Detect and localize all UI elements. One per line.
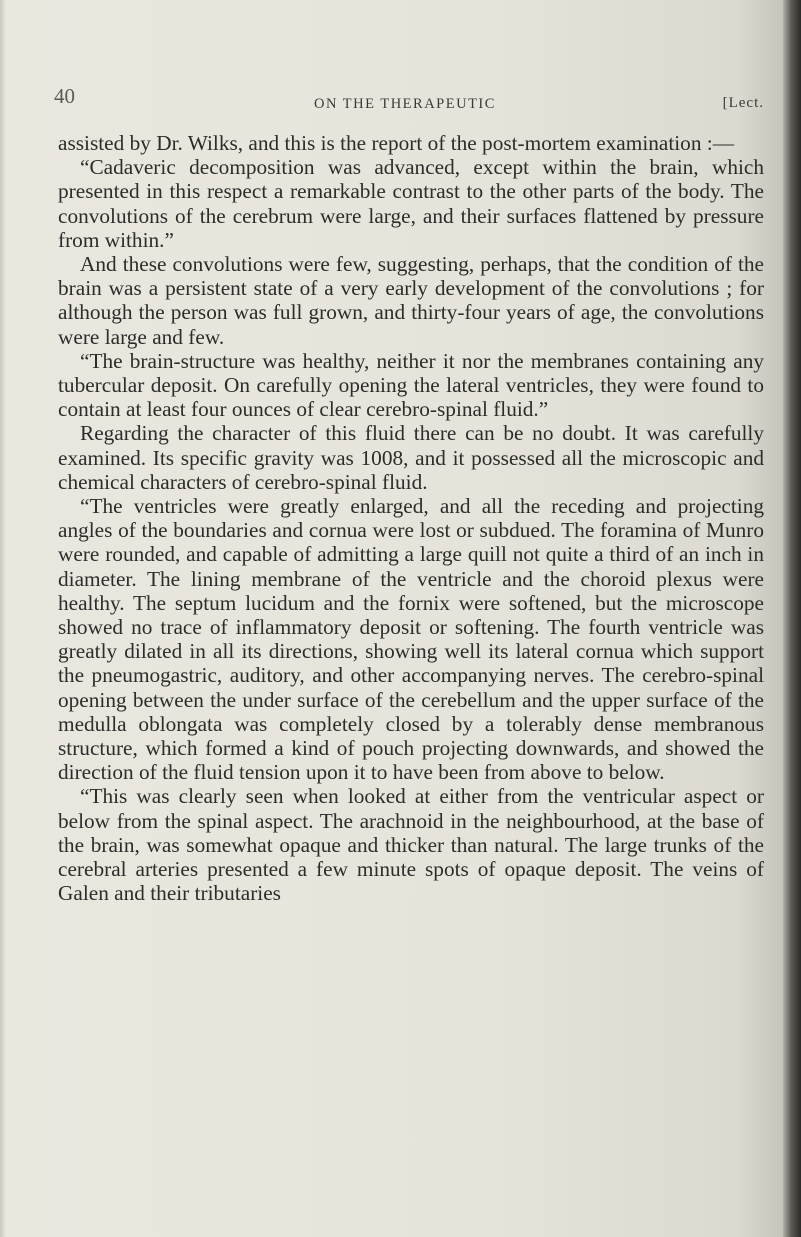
paragraph-6: “The ventricles were greatly enlarged, and all the receding and projecting angles of the boundaries and cornua were lost or subdued. The foramina of Munro were rounded, and capable of admitting a large quill not quite a third of an inch in diameter. The lining membrane of the ventricle and the choroid plexus were healthy. The septum lucidum and the fornix were softened, but the microscope showed no trace of inflammatory deposit or softening. The fourth ventricle was greatly dilated in all its directions, showing well its lateral cornua which support the pneumogastric, auditory, and other accompanying nerves. The cerebro-spinal opening between the under surface of the cerebellum and the upper surface of the medulla oblongata was completely closed by a tolerably dense membranous structure, which formed a kind of pouch projecting downwards, and showed the direction of the fluid tension upon it to have been from above to below.	[58, 494, 764, 785]
paragraph-4: “The brain-structure was healthy, neither it nor the membranes containing any tubercular deposit. On carefully opening the lateral ventricles, they were found to contain at least four ounces of clear cerebro-spinal fluid.”	[58, 348, 764, 422]
paragraph-2: “Cadaveric decomposition was advanced, except within the brain, which presented in this respect a remarkable contrast to the other parts of the body. The convolutions of the cerebrum were large, and their surfaces flattened by pressure from within.”	[58, 155, 764, 252]
running-head: ON THE THERAPEUTIC	[314, 96, 496, 112]
page-gutter-shadow	[0, 0, 6, 1237]
body-text	[58, 131, 764, 906]
section-mark: [Lect.	[722, 95, 764, 111]
page-edge-shadow	[783, 0, 801, 1237]
page-header	[54, 84, 764, 112]
paragraph-3: And these convolutions were few, suggesting, perhaps, that the condition of the brain was a persistent state of a very early development of the convolutions ; for although the person was full grown, and thirty-four years of age, the convolutions were large and few.	[58, 252, 764, 349]
paragraph-7: “This was clearly seen when looked at either from the ventricular aspect or below from the spinal aspect. The arachnoid in the neighbourhood, at the base of the brain, was somewhat opaque and thicker than natural. The large trunks of the cerebral arteries presented a few minute spots of opaque deposit. The veins of Galen and their tributaries	[58, 784, 764, 906]
paragraph-1: assisted by Dr. Wilks, and this is the report of the post-mortem examination :—	[58, 131, 735, 155]
page-number: 40	[54, 84, 75, 108]
paragraph-5: Regarding the character of this fluid there can be no doubt. It was carefully examined. Its specific gravity was 1008, and it possessed all the microscopic and chemical characters of cerebro-spinal fluid.	[58, 421, 764, 494]
